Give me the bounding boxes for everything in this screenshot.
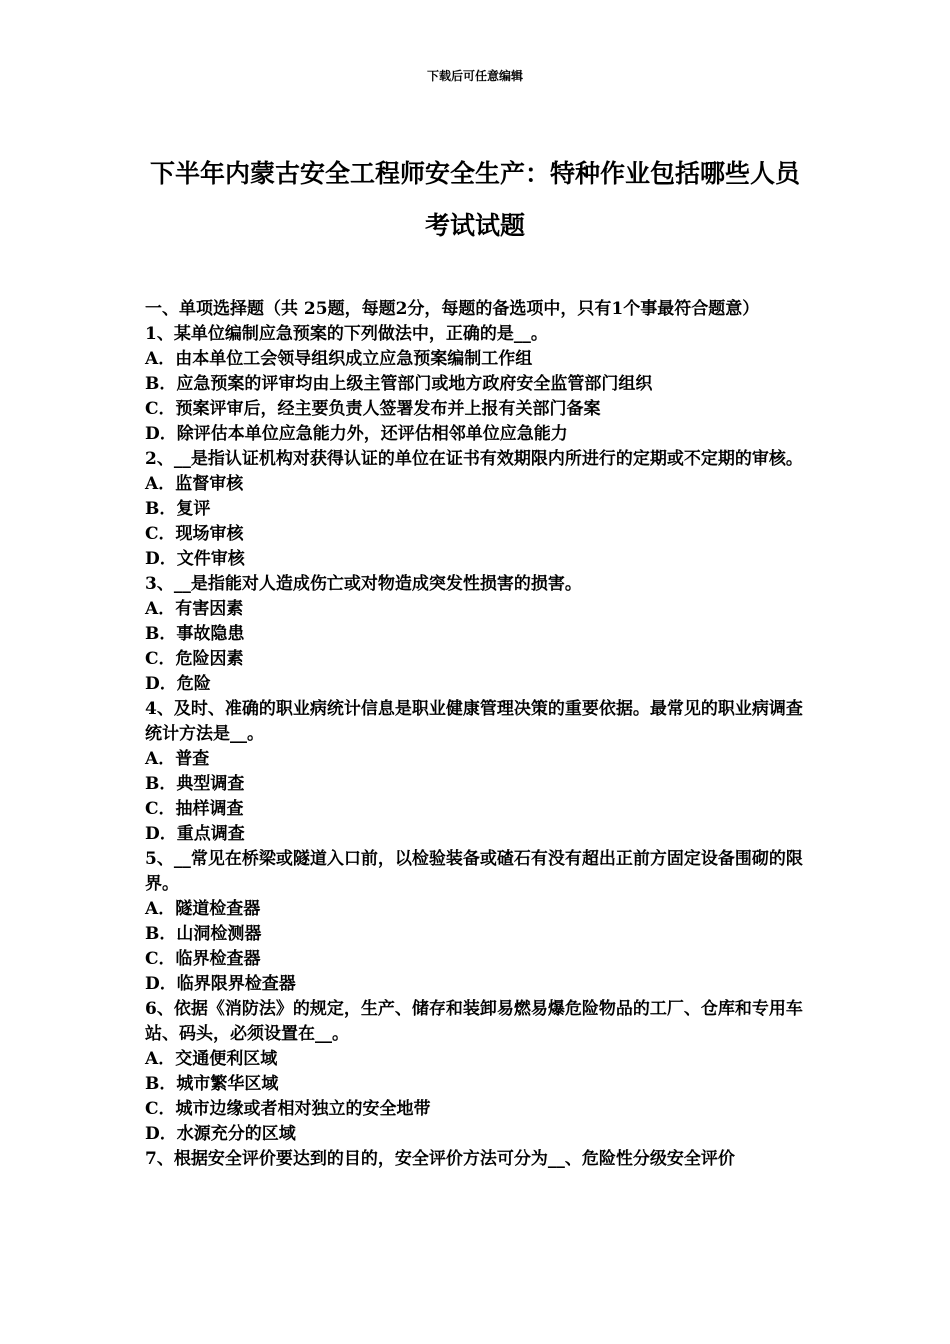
question-stem: 6、依据《消防法》的规定，生产、储存和装卸易燃易爆危险物品的工厂、仓库和专用车站、码头，必须设置在__。 xyxy=(145,999,803,1044)
question-stem: 2、__是指认证机构对获得认证的单位在证书有效期限内所进行的定期或不定期的审核。 xyxy=(145,449,803,469)
document-title: 下半年内蒙古安全工程师安全生产：特种作业包括哪些人员考试试题 xyxy=(149,159,800,240)
option-item: C．抽样调查 xyxy=(145,799,244,819)
option-item: A．普查 xyxy=(145,749,210,769)
option-item: C．城市边缘或者相对独立的安全地带 xyxy=(145,1099,431,1119)
question-stem: 5、__常见在桥梁或隧道入口前，以检验装备或碴石有没有超出正前方固定设备围砌的限界。 xyxy=(145,849,803,894)
question-stem: 1、某单位编制应急预案的下列做法中，正确的是__。 xyxy=(145,324,548,344)
option-item: A．有害因素 xyxy=(145,599,244,619)
option-item: B．山洞检测器 xyxy=(145,924,262,944)
option-item: B．复评 xyxy=(145,499,211,519)
option-item: C．临界检查器 xyxy=(145,949,261,969)
header-note: 下载后可任意编辑 xyxy=(426,69,523,83)
option-item: A．隧道检查器 xyxy=(145,899,261,919)
option-item: B．应急预案的评审均由上级主管部门或地方政府安全监管部门组织 xyxy=(145,374,653,394)
option-item: C．预案评审后，经主要负责人签署发布并上报有关部门备案 xyxy=(145,399,601,419)
question-stem: 3、__是指能对人造成伤亡或对物造成突发性损害的损害。 xyxy=(145,574,582,594)
option-item: D．文件审核 xyxy=(145,549,245,569)
option-item: D．重点调查 xyxy=(145,824,245,844)
option-item: C．现场审核 xyxy=(145,524,244,544)
document-body xyxy=(145,297,810,1172)
option-item: D．临界限界检查器 xyxy=(145,974,296,994)
option-item: D．除评估本单位应急能力外，还评估相邻单位应急能力 xyxy=(145,424,568,444)
question-stem: 4、及时、准确的职业病统计信息是职业健康管理决策的重要依据。最常见的职业病调查统计方法是__。 xyxy=(145,699,803,744)
option-item: A．监督审核 xyxy=(145,474,244,494)
option-item: A．由本单位工会领导组织成立应急预案编制工作组 xyxy=(145,349,533,369)
option-item: C．危险因素 xyxy=(145,649,244,669)
section-heading: 一、单项选择题（共 25题，每题2分，每题的备选项中，只有1个事最符合题意） xyxy=(145,299,760,319)
option-item: B．典型调查 xyxy=(145,774,245,794)
question-stem: 7、根据安全评价要达到的目的，安全评价方法可分为__、危险性分级安全评价 xyxy=(145,1149,735,1169)
option-item: B．事故隐患 xyxy=(145,624,245,644)
option-item: B．城市繁华区域 xyxy=(145,1074,279,1094)
option-item: D．危险 xyxy=(145,674,211,694)
option-item: A．交通便利区域 xyxy=(145,1049,278,1069)
option-item: D．水源充分的区域 xyxy=(145,1124,296,1144)
